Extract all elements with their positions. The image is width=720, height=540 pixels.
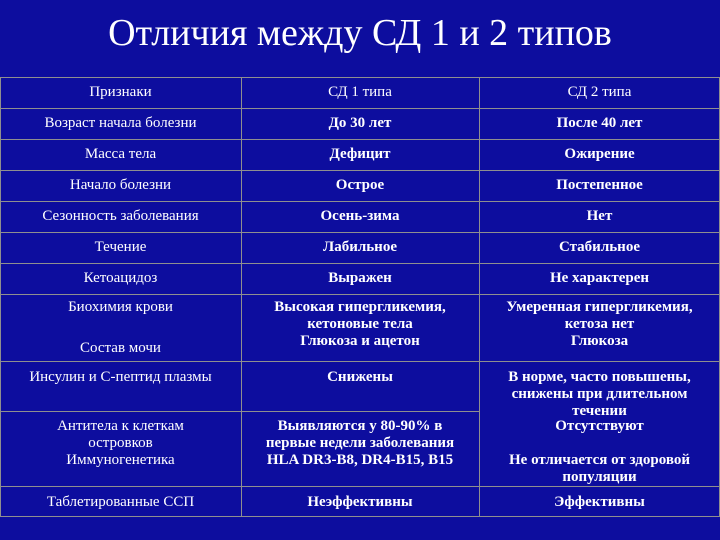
value-line: кетоза нет	[564, 316, 635, 332]
table-rule	[0, 411, 479, 412]
table-rule	[0, 294, 720, 295]
row-type2-value: Нет	[586, 208, 613, 224]
feature-line: Антитела к клеткам	[57, 418, 184, 434]
row-feature	[0, 418, 241, 469]
table-rule	[0, 77, 720, 78]
row-type1-value: Лабильное	[323, 239, 397, 255]
row-type2-value: Отсутствуют	[555, 418, 644, 434]
table-rule	[479, 77, 480, 517]
row-type1-value	[241, 418, 479, 469]
table-rule	[0, 486, 720, 487]
value-line: кетоновые тела	[307, 316, 413, 332]
value-line: снижены при длительном	[511, 386, 688, 402]
value-line: HLA DR3-B8, DR4-B15, B15	[266, 452, 454, 468]
row-feature: Сезонность заболевания	[42, 208, 199, 224]
row-type2-value: После 40 лет	[556, 115, 643, 131]
feature-line: Иммуногенетика	[66, 452, 175, 468]
table-rule	[0, 516, 720, 517]
row-type2-value: Стабильное	[559, 239, 640, 255]
header-features: Признаки	[89, 84, 152, 100]
header-type2: СД 2 типа	[567, 84, 632, 100]
table-rule	[0, 108, 720, 109]
row-type2-value	[479, 369, 720, 420]
row-feature: Течение	[94, 239, 147, 255]
row-type2-value	[479, 452, 720, 486]
row-type1-value: Острое	[335, 177, 385, 193]
row-feature: Начало болезни	[69, 177, 172, 193]
value-line: Глюкоза и ацетон	[300, 333, 420, 349]
value-line: В норме, часто повышены,	[508, 369, 691, 385]
slide-title: Отличия между СД 1 и 2 типов	[108, 12, 612, 54]
row-type1-value	[241, 299, 479, 350]
header-type1: СД 1 типа	[328, 84, 392, 100]
row-feature: Биохимия крови	[68, 299, 173, 315]
row-feature: Кетоацидоз	[83, 270, 158, 286]
row-type1-value: Неэффективны	[307, 494, 413, 510]
row-type1-value: До 30 лет	[328, 115, 392, 131]
value-line: Высокая гипергликемия,	[274, 299, 446, 315]
comparison-table	[0, 77, 720, 517]
value-line: Выявляются у 80-90% в	[277, 418, 443, 434]
table-rule	[0, 361, 720, 362]
value-line: Умеренная гипергликемия,	[506, 299, 693, 315]
row-type2-value: Не характерен	[549, 270, 650, 286]
row-feature: Состав мочи	[80, 340, 161, 356]
row-feature: Масса тела	[84, 146, 157, 162]
value-line: Глюкоза	[570, 333, 629, 349]
value-line: популяции	[562, 469, 637, 485]
row-type2-value: Постепенное	[556, 177, 643, 193]
table-rule	[0, 263, 720, 264]
row-type1-value: Осень-зима	[320, 208, 400, 224]
row-feature: Возраст начала болезни	[44, 115, 197, 131]
value-line: течении	[572, 403, 627, 419]
row-feature: Таблетированные ССП	[46, 494, 195, 510]
row-type1-value: Снижены	[327, 369, 393, 385]
value-line: первые недели заболевания	[265, 435, 455, 451]
table-rule	[0, 232, 720, 233]
row-type1-value: Дефицит	[329, 146, 391, 162]
row-type2-value: Эффективны	[554, 494, 645, 510]
row-feature: Инсулин и С-пептид плазмы	[29, 369, 212, 385]
row-type1-value: Выражен	[328, 270, 392, 286]
table-rule	[0, 139, 720, 140]
row-type2-value	[479, 299, 720, 350]
value-line: Не отличается от здоровой	[509, 452, 690, 468]
table-rule	[0, 201, 720, 202]
table-rule	[0, 170, 720, 171]
feature-line: островков	[88, 435, 153, 451]
row-type2-value: Ожирение	[564, 146, 635, 162]
